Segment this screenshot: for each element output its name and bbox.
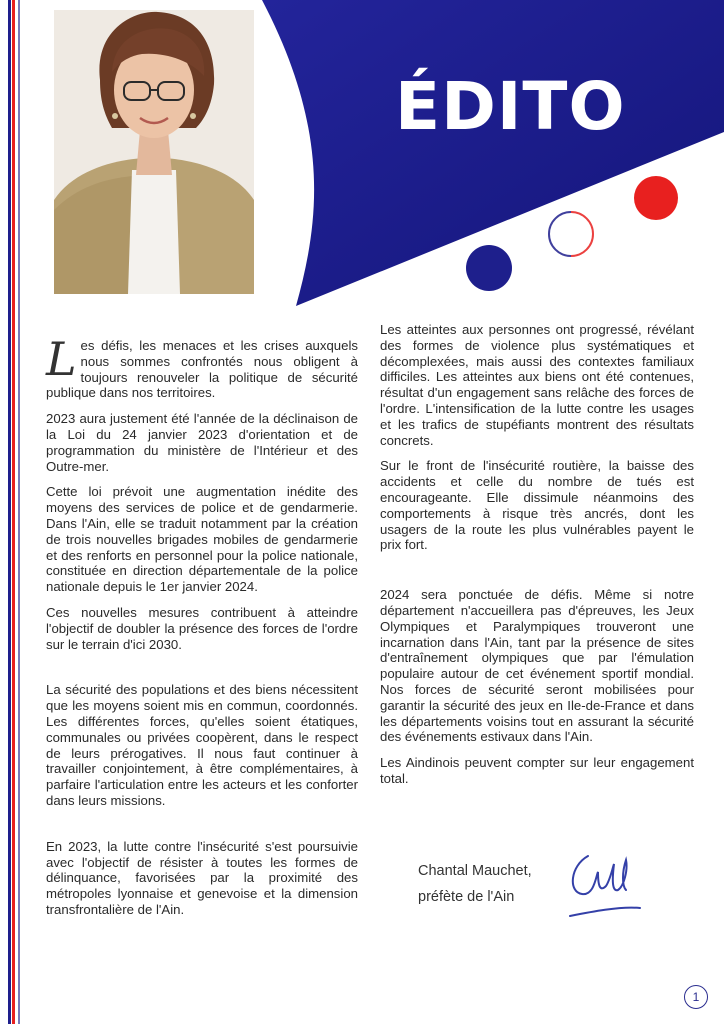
red-circle [634,176,678,220]
drop-cap: L [46,332,77,386]
page-number: 1 [684,985,708,1009]
article-left-column [46,332,358,928]
navy-circle [466,245,512,291]
paragraph-engagement: Les Aindinois peuvent compter sur leur engagement total. [380,755,694,786]
paragraph-cooperation: La sécurité des populations et des biens nécessitent que les moyens soient mis en commun, coordonnés. Les différentes forces, qu'elles soient étatiques, communales ou privées coopèrent, dans le respect de leurs prérogatives. Il nous faut continuer à travailler conjointement, à être complémentaires, à parfaire l'articulation entre les acteurs et les conforter dans leurs missions. [46,682,358,808]
article-right-column [380,322,694,797]
tricolor-circle [549,212,593,256]
paragraph-lutte: En 2023, la lutte contre l'insécurité s'est poursuivie avec l'objectif de résister à toutes les formes de délinquance, favorisées par la proximité des métropoles lyonnaise et genevoise et la dimension transfrontalière de l'Ain. [46,838,358,917]
paragraph-routiere: Sur le front de l'insécurité routière, la baisse des accidents et celle du nombre de tués est encourageante. Elle dissimule néanmoins des comportements à risque très ancrés, dont les usagers de la route les plus vulnérables payent le prix fort. [380,458,694,553]
signatory-name: Chantal Mauchet, [418,863,532,879]
paragraph-moyens: Cette loi prévoit une augmentation inédite des moyens des services de police et de gendarmerie. Dans l'Ain, elle se traduit notamment par la création de trois nouvelles brigades mobiles de gendarmerie et des renforts en personnel pour la police nationale, constituée en direction départementale de la police nationale depuis le 1er janvier 2024. [46,484,358,595]
paragraph-loi: 2023 aura justement été l'année de la déclinaison de la Loi du 24 janvier 2023 d'orientation et de programmation du ministère de l'Intérieur et des Outre-mer. [46,411,358,474]
signature-block [418,858,532,910]
paragraph-objectif: Ces nouvelles mesures contribuent à atteindre l'objectif de doubler la présence des forces de l'ordre sur le terrain d'ici 2030. [46,604,358,652]
intro-paragraph: Les défis, les menaces et les crises auxquels nous sommes confrontés nous obligent à toujours renouveler la politique de sécurité publique dans nos territoires. [46,332,358,401]
page-title: ÉDITO [395,68,626,145]
signatory-role: préfète de l'Ain [418,889,515,905]
handwritten-signature [560,846,650,926]
portrait-photo [54,10,254,294]
paragraph-atteintes: Les atteintes aux personnes ont progressé, révélant des formes de violence plus systématiques et décomplexées, mais aussi des contextes familiaux difficiles. Les atteintes aux biens ont été contenues, résultat d'un engagement sans relâche des forces de l'ordre. L'intensification de la lutte contre les usages et les trafics de stupéfiants montrent des résultats concrets. [380,322,694,448]
paragraph-jeux: 2024 sera ponctuée de défis. Même si notre département n'accueillera pas d'épreuves, les Jeux Olympiques et Paralympiques trouveront une incarnation dans l'Ain, tant par la présence de sites d'entraînement olympiques que par l'émulation populaire autour de cet événement sportif mondial. Nos forces de sécurité seront mobilisées pour garantir la sécurité des jeux en Ile-de-France et dans les départements voisins tout en assurant la sécurité des événements estivaux dans l'Ain. [380,587,694,745]
